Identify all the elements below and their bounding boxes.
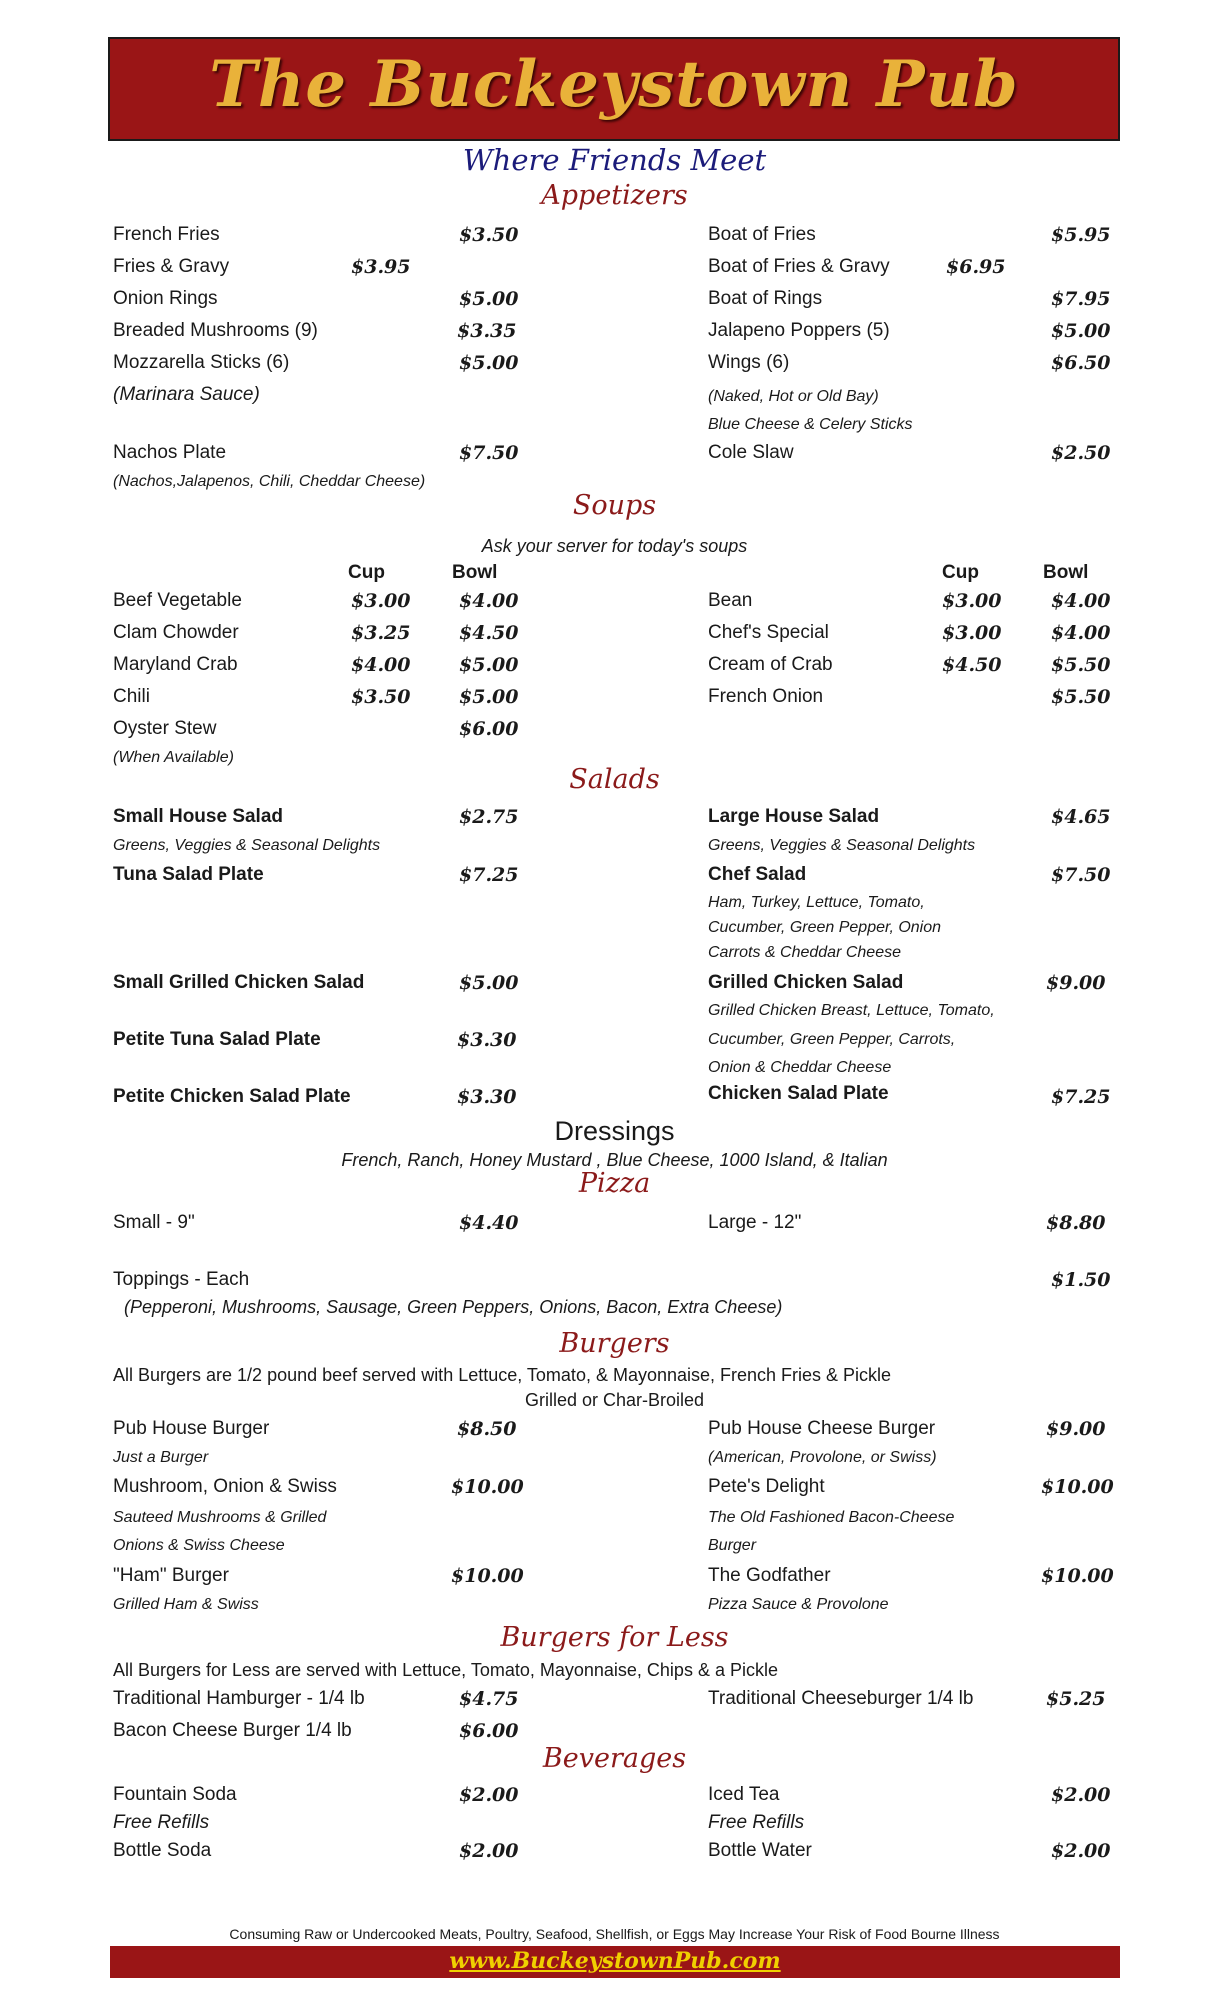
menu-item-name: Nachos Plate	[113, 442, 227, 463]
menu-item-desc: Blue Cheese & Celery Sticks	[708, 416, 913, 433]
menu-item-price: $6.00	[459, 1720, 519, 1742]
menu-item-desc: Burger	[708, 1537, 757, 1554]
menu-item-desc: Grilled Chicken Breast, Lettuce, Tomato,	[708, 1002, 995, 1019]
menu-item-price: $9.00	[1046, 1418, 1106, 1440]
menu-item-desc: Greens, Veggies & Seasonal Delights	[113, 837, 381, 854]
menu-item-desc: (When Available)	[113, 749, 234, 766]
bowl-price: $4.00	[1051, 590, 1111, 612]
menu-item-note: (Marinara Sauce)	[113, 384, 260, 405]
menu-item-price: $2.50	[1051, 442, 1111, 464]
menu-item-name: Jalapeno Poppers (5)	[708, 320, 890, 341]
menu-item-price: $8.50	[457, 1418, 517, 1440]
section-pizza: Pizza	[578, 1168, 651, 1199]
menu-item-name: Pete's Delight	[708, 1476, 825, 1497]
menu-item-price: $2.00	[1051, 1840, 1111, 1862]
menu-item-name: Tuna Salad Plate	[113, 864, 264, 885]
bowl-price: $5.00	[459, 686, 519, 708]
menu-item-price: $3.95	[351, 256, 411, 278]
cup-column-header: Cup	[348, 562, 385, 583]
menu-item-name: Boat of Fries	[708, 224, 816, 245]
menu-item-name: Mushroom, Onion & Swiss	[113, 1476, 337, 1497]
menu-item-price: $2.75	[459, 806, 519, 828]
bowl-price: $4.00	[459, 590, 519, 612]
menu-item-name: Cole Slaw	[708, 442, 794, 463]
menu-item-name: Petite Chicken Salad Plate	[113, 1086, 351, 1107]
section-burgers: Burgers	[559, 1328, 670, 1359]
menu-item-name: Oyster Stew	[113, 718, 217, 739]
menu-item-name: Fries & Gravy	[113, 256, 230, 277]
menu-item-name: Fountain Soda	[113, 1784, 237, 1805]
menu-item-name: Breaded Mushrooms (9)	[113, 320, 318, 341]
menu-item-price: $5.00	[459, 972, 519, 994]
cup-price: $3.00	[942, 622, 1002, 644]
menu-item-desc: Cucumber, Green Pepper, Onion	[708, 919, 942, 936]
bowl-price: $5.00	[459, 654, 519, 676]
menu-item-desc: (Nachos,Jalapenos, Chili, Cheddar Cheese)	[113, 473, 426, 490]
menu-item-name: Traditional Cheeseburger 1/4 lb	[708, 1688, 974, 1709]
menu-item-name: Bottle Water	[708, 1840, 812, 1861]
footer-bar	[110, 1946, 1120, 1978]
cup-price: $4.00	[351, 654, 411, 676]
soups-subtitle: Ask your server for today's soups	[481, 536, 748, 556]
burgers-for-less-intro: All Burgers for Less are served with Lettuce, Tomato, Mayonnaise, Chips & a Pickle	[113, 1660, 778, 1680]
menu-item-desc: The Old Fashioned Bacon-Cheese	[708, 1509, 955, 1526]
menu-item-price: $2.00	[1051, 1784, 1111, 1806]
burgers-cook-style: Grilled or Char-Broiled	[524, 1390, 705, 1410]
section-appetizers: Appetizers	[541, 180, 688, 211]
menu-item-name: Mozzarella Sticks (6)	[113, 352, 290, 373]
menu-item-name: Small House Salad	[113, 806, 284, 827]
menu-item-name: Toppings - Each	[113, 1269, 250, 1290]
menu-item-name: Clam Chowder	[113, 622, 239, 643]
menu-item-price: $5.25	[1046, 1688, 1106, 1710]
section-salads: Salads	[569, 764, 660, 795]
menu-item-price: $10.00	[1041, 1476, 1114, 1498]
menu-item-desc: Greens, Veggies & Seasonal Delights	[708, 837, 976, 854]
menu-item-desc: Free Refills	[708, 1812, 805, 1833]
bowl-price: $4.00	[1051, 622, 1111, 644]
menu-item-price: $4.75	[459, 1688, 519, 1710]
menu-item-price: $4.65	[1051, 806, 1111, 828]
bowl-price: $4.50	[459, 622, 519, 644]
menu-item-name: Petite Tuna Salad Plate	[113, 1029, 321, 1050]
menu-item-name: Boat of Fries & Gravy	[708, 256, 890, 277]
website-link[interactable]: www.BuckeystownPub.com	[449, 1948, 781, 1974]
menu-item-desc: Just a Burger	[113, 1449, 209, 1466]
cup-price: $3.00	[351, 590, 411, 612]
toppings-list: (Pepperoni, Mushrooms, Sausage, Green Peppers, Onions, Bacon, Extra Cheese)	[124, 1297, 783, 1317]
menu-item-name: Chef Salad	[708, 864, 807, 885]
menu-item-name: French Fries	[113, 224, 220, 245]
burgers-intro: All Burgers are 1/2 pound beef served with Lettuce, Tomato, & Mayonnaise, French Fries & Pickle	[113, 1365, 892, 1385]
menu-item-name: Chef's Special	[708, 622, 829, 643]
menu-item-price: $5.00	[459, 288, 519, 310]
menu-item-price: $10.00	[451, 1565, 524, 1587]
menu-item-price: $3.30	[457, 1086, 517, 1108]
bowl-price: $6.00	[459, 718, 519, 740]
cup-price: $3.50	[351, 686, 411, 708]
menu-item-desc: Onions & Swiss Cheese	[113, 1537, 285, 1554]
menu-item-desc: Free Refills	[113, 1812, 210, 1833]
menu-item-price: $4.40	[459, 1212, 519, 1234]
menu-item-price: $2.00	[459, 1784, 519, 1806]
menu-item-price: $10.00	[1041, 1565, 1114, 1587]
menu-item-name: The Godfather	[708, 1565, 831, 1586]
menu-item-price: $5.95	[1051, 224, 1111, 246]
menu-item-price: $5.00	[459, 352, 519, 374]
menu-item-name: Small Grilled Chicken Salad	[113, 972, 365, 993]
menu-item-desc: Carrots & Cheddar Cheese	[708, 944, 901, 961]
menu-item-name: Iced Tea	[708, 1784, 780, 1805]
menu-item-price: $6.95	[946, 256, 1006, 278]
menu-item-name: Bacon Cheese Burger 1/4 lb	[113, 1720, 352, 1741]
tagline: Where Friends Meet	[462, 143, 767, 177]
menu-item-desc: (Naked, Hot or Old Bay)	[708, 388, 879, 405]
menu-item-name: Wings (6)	[708, 352, 790, 373]
title-banner	[108, 37, 1120, 141]
menu-item-desc: Grilled Ham & Swiss	[113, 1596, 259, 1613]
menu-item-desc: Cucumber, Green Pepper, Carrots,	[708, 1031, 956, 1048]
menu-item-price: $7.95	[1051, 288, 1111, 310]
menu-item-price: $7.50	[459, 442, 519, 464]
menu-item-name: Pub House Cheese Burger	[708, 1418, 936, 1439]
menu-item-name: Onion Rings	[113, 288, 218, 309]
menu-item-price: $7.25	[1051, 1086, 1111, 1108]
cup-price: $4.50	[942, 654, 1002, 676]
menu-item-price: $3.30	[457, 1029, 517, 1051]
menu-item-name: Chili	[113, 686, 150, 707]
bowl-column-header: Bowl	[452, 562, 498, 583]
menu-item-price: $7.25	[459, 864, 519, 886]
cup-column-header: Cup	[942, 562, 979, 583]
menu-item-name: Bottle Soda	[113, 1840, 212, 1861]
menu-item-price: $3.50	[459, 224, 519, 246]
menu-item-name: Maryland Crab	[113, 654, 238, 675]
menu-item-price: $2.00	[459, 1840, 519, 1862]
menu-item-name: Beef Vegetable	[113, 590, 242, 611]
menu-item-name: Boat of Rings	[708, 288, 823, 309]
menu-item-desc: Pizza Sauce & Provolone	[708, 1596, 889, 1613]
menu-item-price: $3.35	[457, 320, 517, 342]
menu-item-desc: (American, Provolone, or Swiss)	[708, 1449, 937, 1466]
bowl-price: $5.50	[1051, 654, 1111, 676]
cup-price: $3.00	[942, 590, 1002, 612]
menu-item-price: $10.00	[451, 1476, 524, 1498]
bowl-price: $5.50	[1051, 686, 1111, 708]
menu-item-price: $9.00	[1046, 972, 1106, 994]
section-soups: Soups	[572, 490, 657, 521]
menu-item-name: Grilled Chicken Salad	[708, 972, 904, 993]
menu-item-name: Traditional Hamburger - 1/4 lb	[113, 1688, 365, 1709]
menu-item-price: $6.50	[1051, 352, 1111, 374]
menu-item-price: $1.50	[1051, 1269, 1111, 1291]
cup-price: $3.25	[351, 622, 411, 644]
menu-item-desc: Ham, Turkey, Lettuce, Tomato,	[708, 894, 925, 911]
menu-item-desc: Onion & Cheddar Cheese	[708, 1059, 892, 1076]
section-burgers-for-less: Burgers for Less	[500, 1622, 729, 1653]
menu-item-price: $8.80	[1046, 1212, 1106, 1234]
menu-item-name: Chicken Salad Plate	[708, 1083, 889, 1104]
menu-item-desc: Sauteed Mushrooms & Grilled	[113, 1509, 327, 1526]
menu-item-name: Bean	[708, 590, 753, 611]
menu-item-name: "Ham" Burger	[113, 1565, 229, 1586]
menu-item-name: Large - 12"	[708, 1212, 802, 1233]
menu-item-name: French Onion	[708, 686, 824, 707]
menu-item-name: Small - 9"	[113, 1212, 195, 1233]
section-beverages: Beverages	[542, 1743, 687, 1774]
menu-item-name: Large House Salad	[708, 806, 880, 827]
menu-item-price: $5.00	[1051, 320, 1111, 342]
dressings-list: French, Ranch, Honey Mustard , Blue Cheese, 1000 Island, & Italian	[341, 1150, 888, 1170]
menu-item-price: $7.50	[1051, 864, 1111, 886]
bowl-column-header: Bowl	[1043, 562, 1089, 583]
menu-item-name: Cream of Crab	[708, 654, 833, 675]
dressings-title: Dressings	[554, 1116, 675, 1146]
food-safety-warning: Consuming Raw or Undercooked Meats, Poultry, Seafood, Shellfish, or Eggs May Increase Your Risk of Food Bourne Illness	[229, 1926, 1000, 1942]
pub-title: The Buckeystown Pub	[209, 47, 1019, 122]
menu-item-name: Pub House Burger	[113, 1418, 270, 1439]
